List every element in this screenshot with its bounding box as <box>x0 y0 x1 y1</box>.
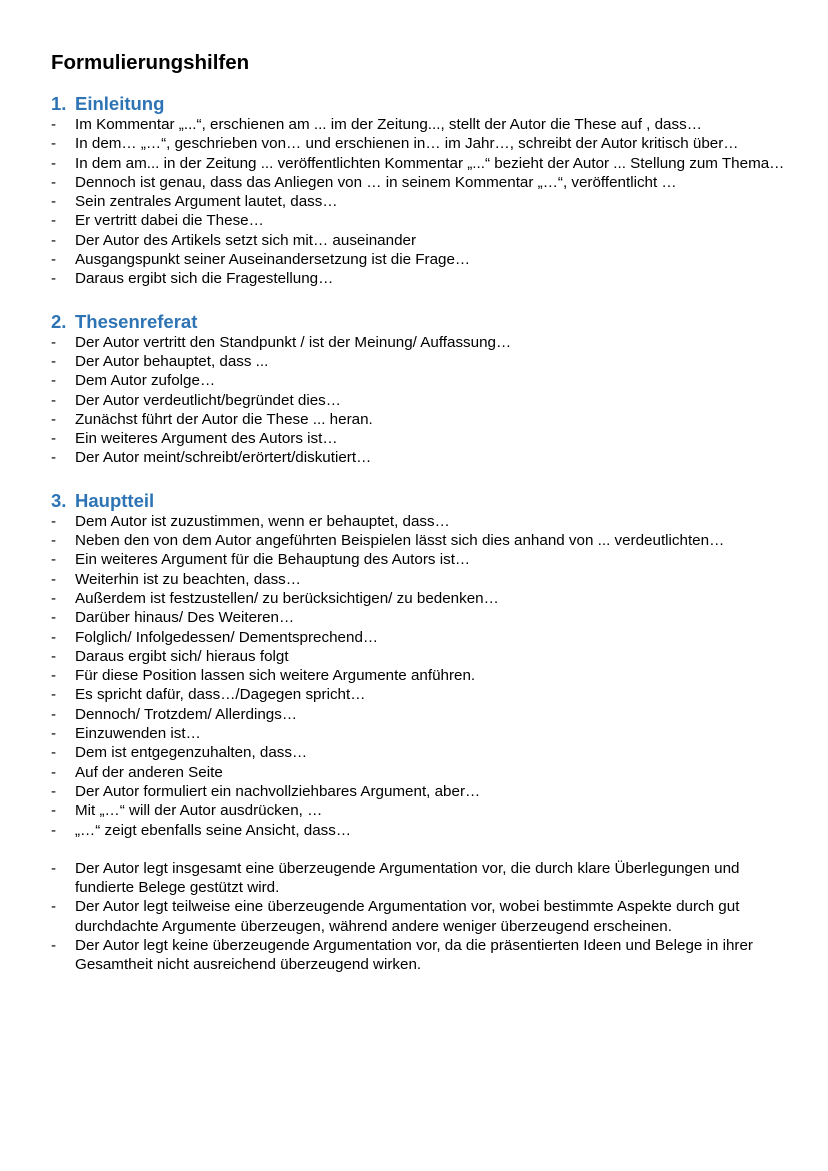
list-item <box>51 391 786 410</box>
bullet-dash: - <box>51 532 57 550</box>
bullet-dash: - <box>51 251 57 269</box>
list-item-text: In dem… „…“, geschrieben von… und erschienen in… im Jahr…, schreibt der Autor kritisch über… <box>75 135 739 153</box>
bullet-dash: - <box>51 705 57 723</box>
bullet-dash: - <box>51 898 57 916</box>
list-item-text: Der Autor behauptet, dass ... <box>75 352 269 370</box>
list-item <box>51 763 786 782</box>
section-spacer <box>51 289 786 311</box>
section-number: 1. <box>51 93 67 114</box>
bullet-dash: - <box>51 212 57 230</box>
list-item <box>51 705 786 724</box>
list-item-text: Der Autor formuliert ein nachvollziehbares Argument, aber… <box>75 782 481 800</box>
list-item-text: Mit „…“ will der Autor ausdrücken, … <box>75 802 323 820</box>
section-thesenreferat <box>51 311 786 468</box>
list-item-text: Es spricht dafür, dass…/Dagegen spricht… <box>75 686 366 704</box>
bullet-dash: - <box>51 352 57 370</box>
section-heading <box>51 93 786 115</box>
section-title: Thesenreferat <box>75 310 198 332</box>
list-item-text: Dennoch/ Trotzdem/ Allerdings… <box>75 705 298 723</box>
section-spacer <box>51 468 786 490</box>
list-item <box>51 115 786 134</box>
list-item <box>51 429 786 448</box>
list-item <box>51 801 786 820</box>
bullet-dash: - <box>51 116 57 133</box>
bullet-dash: - <box>51 647 57 665</box>
list-item <box>51 897 786 936</box>
list-item-text: Neben den von dem Autor angeführten Beispielen lässt sich dies anhand von ... verdeutlichten… <box>75 532 725 550</box>
bullet-dash: - <box>51 231 57 249</box>
bullet-dash: - <box>51 628 57 646</box>
list-item <box>51 821 786 840</box>
list-item <box>51 231 786 250</box>
list-item-text: Der Autor legt teilweise eine überzeugende Argumentation vor, wobei bestimmte Aspekte durch gut durchdachte Argumente überzeugen, während andere weniger überzeugend erscheinen. <box>75 898 740 935</box>
list-item <box>51 269 786 288</box>
list-item <box>51 192 786 211</box>
page-title: Formulierungshilfen <box>51 51 250 74</box>
bullet-dash: - <box>51 802 57 820</box>
list-item <box>51 589 786 608</box>
bullet-dash: - <box>51 135 57 153</box>
list-item <box>51 936 786 975</box>
list-spacer <box>51 840 786 859</box>
bullet-dash: - <box>51 449 57 467</box>
document-page <box>51 50 786 975</box>
bullet-dash: - <box>51 859 57 877</box>
list-item-text: Sein zentrales Argument lautet, dass… <box>75 193 338 211</box>
bullet-dash: - <box>51 173 57 191</box>
list-item-text: Daraus ergibt sich/ hieraus folgt <box>75 647 289 665</box>
bullet-dash: - <box>51 667 57 685</box>
bullet-dash: - <box>51 782 57 800</box>
list-item-text: Der Autor legt keine überzeugende Argumentation vor, da die präsentierten Ideen und Belege in ihrer Gesamtheit nicht ausreichend überzeugend wirken. <box>75 936 753 974</box>
list-item-text: Er vertritt dabei die These… <box>75 212 264 230</box>
section-heading <box>51 311 786 333</box>
bullet-dash: - <box>51 333 57 351</box>
list-item-text: Daraus ergibt sich die Fragestellung… <box>75 270 334 288</box>
list-item <box>51 352 786 371</box>
section-title: Einleitung <box>75 93 165 114</box>
list-item-text: Der Autor verdeutlicht/begründet dies… <box>75 391 341 409</box>
list-item-text: Der Autor legt insgesamt eine überzeugende Argumentation vor, die durch klare Überlegungen und fundierte Belege gestützt wird. <box>75 859 740 897</box>
list-item <box>51 743 786 762</box>
list-item <box>51 628 786 647</box>
list-item <box>51 859 786 898</box>
list-item-text: Der Autor des Artikels setzt sich mit… auseinander <box>75 231 417 249</box>
list-item-text: Außerdem ist festzustellen/ zu berücksichtigen/ zu bedenken… <box>75 589 499 607</box>
list-item-text: In dem am... in der Zeitung ... veröffentlichten Kommentar „...“ bezieht der Autor ... Stellung zum Thema… <box>75 154 785 172</box>
bullet-dash: - <box>51 763 57 781</box>
list-item <box>51 570 786 589</box>
list-item <box>51 550 786 569</box>
list-item-text: Einzuwenden ist… <box>75 725 201 743</box>
list-item <box>51 173 786 192</box>
section-title: Hauptteil <box>75 489 155 511</box>
list-item-text: Ausgangspunkt seiner Auseinandersetzung ist die Frage… <box>75 251 471 269</box>
bullet-dash: - <box>51 570 57 588</box>
list-item-text: Dem Autor ist zuzustimmen, wenn er behauptet, dass… <box>75 512 450 530</box>
section-number: 2. <box>51 310 67 332</box>
list-item <box>51 410 786 429</box>
bullet-dash: - <box>51 725 57 743</box>
list-item <box>51 371 786 390</box>
bullet-dash: - <box>51 372 57 390</box>
list-item-text: Folglich/ Infolgedessen/ Dementsprechend… <box>75 628 379 646</box>
bullet-dash: - <box>51 270 57 288</box>
bullet-dash: - <box>51 821 57 839</box>
list-item <box>51 333 786 352</box>
list-item-text: Der Autor vertritt den Standpunkt / ist der Meinung/ Auffassung… <box>75 333 512 351</box>
bullet-dash: - <box>51 512 57 530</box>
list-item-text: Ein weiteres Argument des Autors ist… <box>75 430 338 448</box>
list-item-text: Weiterhin ist zu beachten, dass… <box>75 570 301 588</box>
list-item <box>51 685 786 704</box>
list-item-text: Dem ist entgegenzuhalten, dass… <box>75 744 308 762</box>
list-item-text: Dem Autor zufolge… <box>75 372 216 390</box>
bullet-dash: - <box>51 430 57 448</box>
list-item <box>51 211 786 230</box>
phrase-list <box>51 333 786 468</box>
section-heading <box>51 490 786 512</box>
section-hauptteil <box>51 490 786 975</box>
bullet-dash: - <box>51 589 57 607</box>
list-item-text: Zunächst führt der Autor die These ... heran. <box>75 410 373 428</box>
list-item <box>51 647 786 666</box>
list-item-text: Darüber hinaus/ Des Weiteren… <box>75 609 295 627</box>
bullet-dash: - <box>51 551 57 569</box>
bullet-dash: - <box>51 154 57 172</box>
list-item <box>51 782 786 801</box>
list-item-text: Ein weiteres Argument für die Behauptung des Autors ist… <box>75 551 471 569</box>
list-item-text: Im Kommentar „...“, erschienen am ... im der Zeitung..., stellt der Autor die These auf , dass… <box>75 116 702 133</box>
bullet-dash: - <box>51 686 57 704</box>
bullet-dash: - <box>51 410 57 428</box>
list-item <box>51 531 786 550</box>
list-item-text: Auf der anderen Seite <box>75 763 223 781</box>
list-item-text: „…“ zeigt ebenfalls seine Ansicht, dass… <box>75 821 352 839</box>
list-item <box>51 512 786 531</box>
bullet-dash: - <box>51 193 57 211</box>
list-item <box>51 154 786 173</box>
phrase-list <box>51 115 786 289</box>
list-item <box>51 250 786 269</box>
list-item-text: Der Autor meint/schreibt/erörtert/diskutiert… <box>75 449 372 467</box>
section-einleitung <box>51 93 786 289</box>
list-item <box>51 134 786 153</box>
list-item <box>51 608 786 627</box>
list-item-text: Für diese Position lassen sich weitere Argumente anführen. <box>75 667 476 685</box>
phrase-list <box>51 512 786 840</box>
bullet-dash: - <box>51 936 57 954</box>
list-item <box>51 666 786 685</box>
section-number: 3. <box>51 489 67 511</box>
conclusion-list <box>51 859 786 975</box>
bullet-dash: - <box>51 744 57 762</box>
list-item <box>51 724 786 743</box>
bullet-dash: - <box>51 391 57 409</box>
bullet-dash: - <box>51 609 57 627</box>
list-item <box>51 448 786 467</box>
list-item-text: Dennoch ist genau, dass das Anliegen von … in seinem Kommentar „…“, veröffentlicht … <box>75 173 677 191</box>
